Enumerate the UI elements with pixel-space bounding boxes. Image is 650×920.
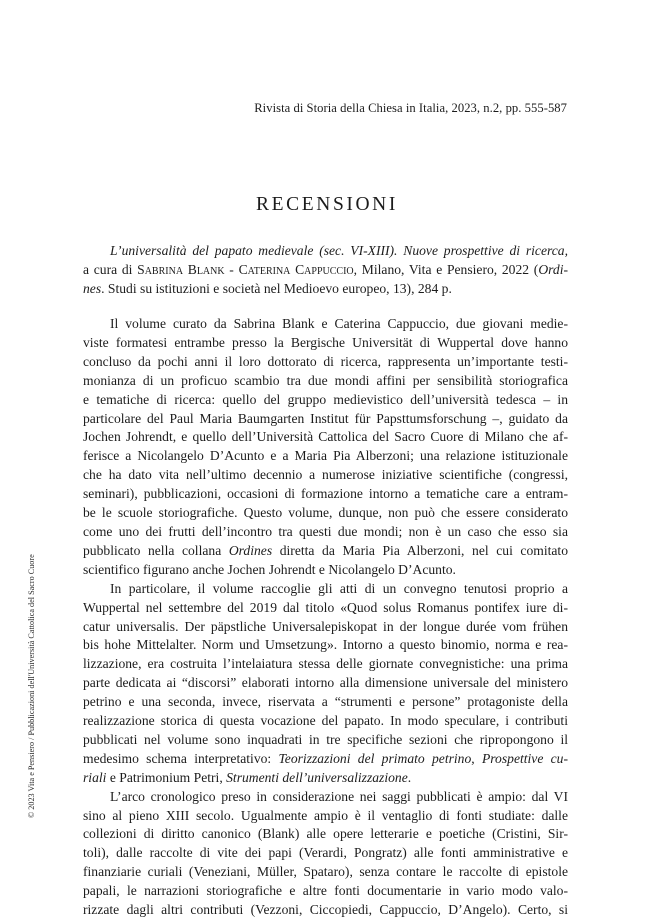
text-line: scientifico figurano anche Jochen Johrendt e Nicolangelo D’Acunto. [83,561,456,577]
editor-name: Sabrina Blank [137,261,225,277]
copyright-sidenote: © 2023 Vita e Pensiero / Pubblicazioni dell'Università Cattolica del Sacro Cuore [27,554,36,818]
text-line: toli), dalle raccolte di vite dei papi (Verardi, Pongratz) alle fonti amministrative e [83,845,568,861]
text-line: finanziarie curiali (Veneziani, Müller, Spataro), senza contare le raccolte di epistole [83,864,568,880]
text-line: pubblicati nel volume sono inquadrati in tre specifiche sezioni che ripropongono il [83,731,568,747]
text-line: catur universalis. Der päpstliche Universalepiskopat in der longue durée vom frühen [83,618,568,634]
text-line: parte dedicata ai “discorsi” elaborati intorno alla dimensione universale del ministero [83,675,568,691]
text-line: Wuppertal nel settembre del 2019 dal titolo «Quod solus Romanus pontifex iure di- [83,599,568,615]
text-line: In particolare, il volume raccoglie gli atti di un convegno tenutosi proprio a [110,580,568,596]
text-line: concluso da pochi anni il loro dottorato di ricerca, rappresenta un’importante testi- [83,353,568,369]
text-line: seminari), pubblicazioni, occasioni di formazione intorno a tematiche care a entram- [83,486,568,502]
paragraph-2 [83,580,568,788]
text-line: monianza di un proficuo scambio tra due mondi affini per sensibilità storiografica [83,372,568,388]
text-line: papali, le narrazioni storiografiche e altre fonti documentarie in vario modo valo- [83,883,568,899]
review-reference [83,242,568,299]
running-header: Rivista di Storia della Chiesa in Italia, 2023, n.2, pp. 555-587 [254,101,567,115]
text-line: particolare del Paul Maria Baumgarten Institut für Papsttumsforschung –, guidato da [83,410,568,426]
text-line: viste formatesi entrambe presso la Bergische Universität di Wuppertal dove hanno [83,334,568,350]
text-line: collezioni di diritto canonico (Blank) alle opere letterarie e poetiche (Cristini, Sir- [83,826,568,842]
text-line: medesimo schema interpretativo: Teorizzazioni del primato petrino, Prospettive cu- [83,750,569,766]
text-line: L’arco cronologico preso in considerazione nei saggi pubblicati è ampio: dal VI [110,788,568,804]
text-line: e tematiche di ricerca: quello del gruppo medievistico dell’università tedesca – in [83,391,568,407]
editor-name: Caterina Cappuccio [238,261,354,277]
series-title: Ordines [228,542,273,558]
text-line: Il volume curato da Sabrina Blank e Caterina Cappuccio, due giovani medie- [110,316,568,331]
text-line: bis hohe Mittelalter. Norm und Umsetzung». Intorno a questo binomio, norma e rea- [83,637,568,653]
reference-title: L’universalità del papato medievale (sec. VI-XIII). Nuove prospettive di ricerca, [110,243,568,258]
text-line: petrino e una seconda, invece, riservata a “strumenti e persone” protagoniste della [83,694,568,710]
paragraph-3 [83,788,568,920]
text-line: che ha dato vita nell’ultimo decennio a numerose iniziative scientifiche (congressi, [83,467,568,483]
reference-series-line: nes. Studi su istituzioni e società nel Medioevo europeo, 13), 284 p. [83,280,452,296]
text-line: be le scuole storiografiche. Questo volume, dunque, non può che essere considerato [83,505,568,521]
text-line: rizzate dagli altri contributi (Vezzoni, Ciccopiedi, Cappuccio, D’Angelo). Certo, si [83,902,568,918]
review-body [83,315,568,920]
text-line: lizzazione, era costruita l’intelaiatura stessa delle giornate convegnistiche: una prima [83,656,568,672]
reference-editors-line: a cura di Sabrina Blank - Caterina Cappuccio, Milano, Vita e Pensiero, 2022 (Ordi- [83,261,569,277]
text-line: pubblicato nella collana Ordines diretta da Maria Pia Alberzoni, nel cui comitato [83,542,568,558]
text-line: come uno dei frutti dell’incontro tra questi due mondi; non è un caso che esso sia [83,523,568,539]
text-line: Jochen Johrendt, e quello dell’Università Cattolica del Sacro Cuore di Milano che af- [83,429,568,445]
text-line: riali e Patrimonium Petri, Strumenti dell’universalizzazione. [83,769,412,785]
paragraph-1 [83,315,568,580]
text-line: sino al pieno XIII secolo. Ugualmente ampio è il ventaglio di fonti studiate: dalle [83,807,568,823]
section-title: RECENSIONI [256,194,398,215]
text-line: ferisce a Nicolangelo D’Acunto e a Maria Pia Alberzoni; una relazione istituzionale [83,448,568,464]
text-line: realizzazione storica di questa vocazione del papato. In modo speculare, i contributi [83,713,568,729]
